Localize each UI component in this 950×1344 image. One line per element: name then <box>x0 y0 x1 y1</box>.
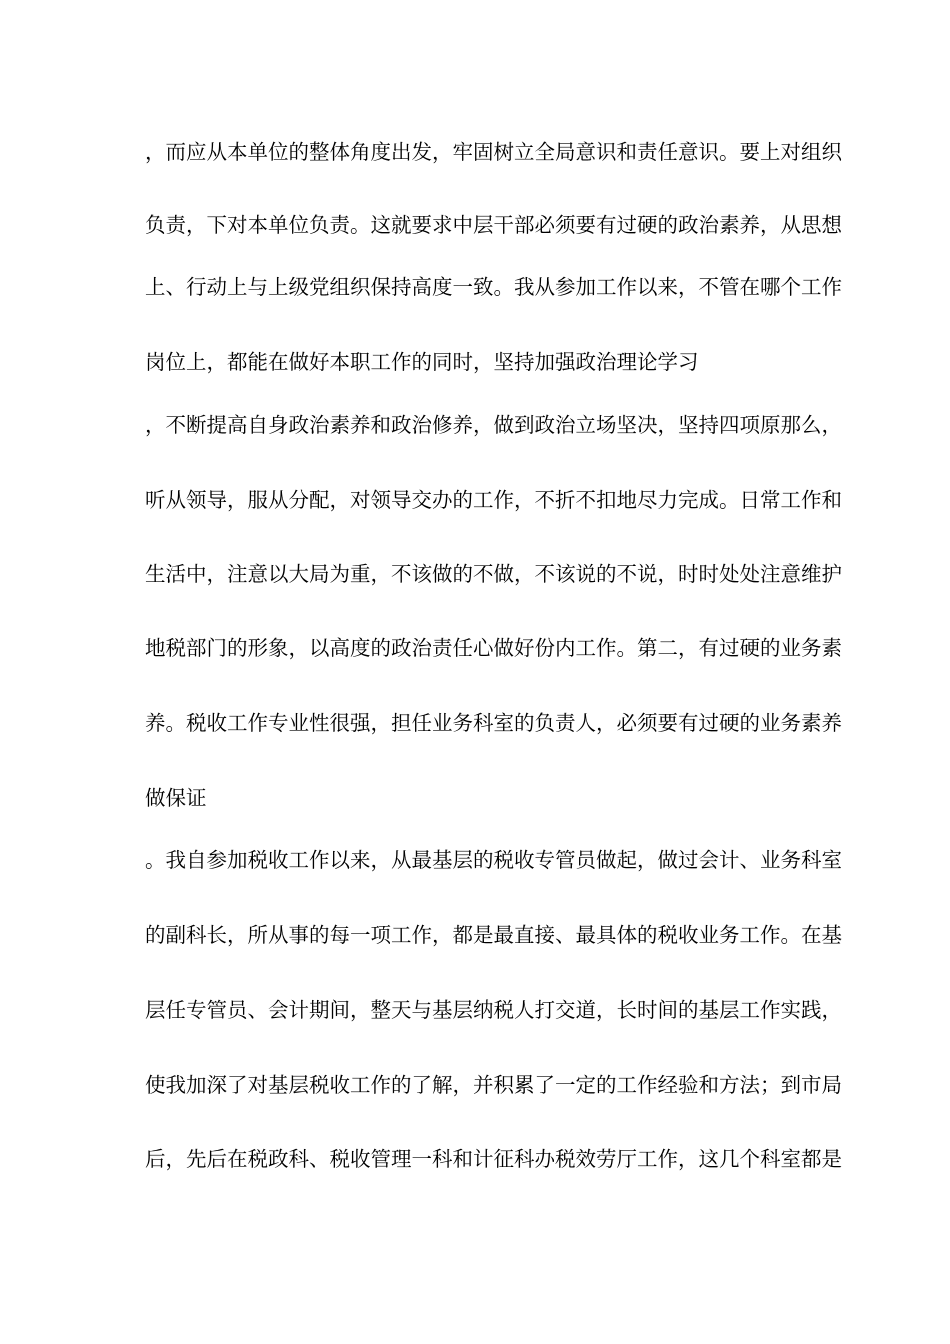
text-line-4: 岗位上，都能在做好本职工作的同时，坚持加强政治理论学习 <box>145 350 699 374</box>
text-line-8: 地税部门的形象，以高度的政治责任心做好份内工作。第二，有过硬的业务素 <box>145 636 842 660</box>
text-line-3: 上、行动上与上级党组织保持高度一致。我从参加工作以来，不管在哪个工作 <box>145 275 842 299</box>
text-line-6: 听从领导，服从分配，对领导交办的工作，不折不扣地尽力完成。日常工作和 <box>145 488 842 512</box>
text-line-5: ，不断提高自身政治素养和政治修养，做到政治立场坚决，坚持四项原那么， <box>145 413 842 437</box>
text-line-7: 生活中，注意以大局为重，不该做的不做，不该说的不说，时时处处注意维护 <box>145 562 842 586</box>
text-line-1: ，而应从本单位的整体角度出发，牢固树立全局意识和责任意识。要上对组织 <box>145 140 842 164</box>
text-line-15: 后，先后在税政科、税收管理一科和计征科办税效劳厅工作，这几个科室都是 <box>145 1147 842 1171</box>
text-line-10: 做保证 <box>145 786 207 810</box>
text-line-11: 。我自参加税收工作以来，从最基层的税收专管员做起，做过会计、业务科室 <box>145 848 842 872</box>
text-line-12: 的副科长，所从事的每一项工作，都是最直接、最具体的税收业务工作。在基 <box>145 923 842 947</box>
text-line-9: 养。税收工作专业性很强，担任业务科室的负责人，必须要有过硬的业务素养 <box>145 711 842 735</box>
text-line-14: 使我加深了对基层税收工作的了解，并积累了一定的工作经验和方法；到市局 <box>145 1073 842 1097</box>
text-line-2: 负责，下对本单位负责。这就要求中层干部必须要有过硬的政治素养，从思想 <box>145 213 842 237</box>
text-line-13: 层任专管员、会计期间，整天与基层纳税人打交道，长时间的基层工作实践， <box>145 998 842 1022</box>
